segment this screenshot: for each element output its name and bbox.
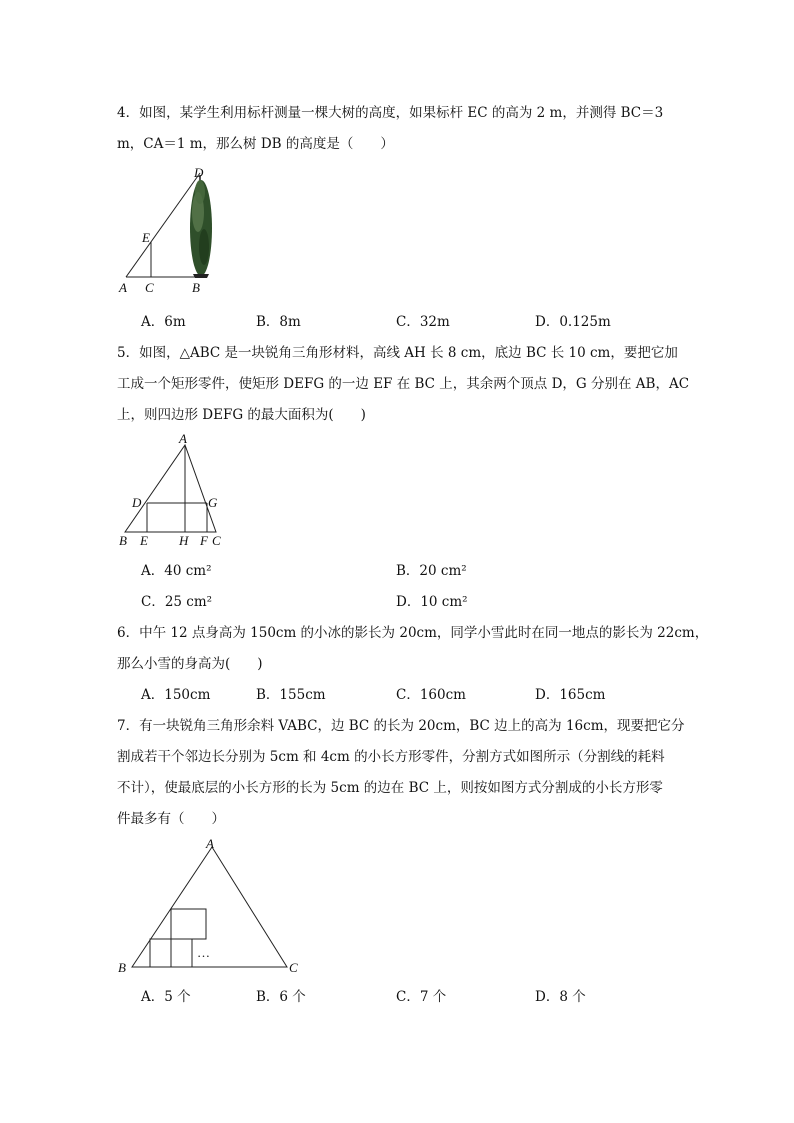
q7-triangle-figure bbox=[112, 835, 312, 980]
q6-text-line-1: 6．中午 12 点身高为 150cm 的小冰的影长为 20cm，同学小雪此时在同一地点的影长为 22cm， bbox=[117, 625, 709, 641]
q6-option-c[interactable]: C．160cm bbox=[396, 687, 466, 703]
q7-upper-rect bbox=[171, 909, 206, 939]
tree-icon bbox=[190, 175, 212, 278]
q4-text-line-2: m，CA＝1 m，那么树 DB 的高度是（ ） bbox=[117, 136, 394, 152]
q4-label-a: A bbox=[119, 280, 127, 295]
q7-bottom-rect-2 bbox=[171, 939, 192, 967]
q7-text-line-2: 割成若干个邻边长分别为 5cm 和 4cm 的小长方形零件，分割方式如图所示（分割线的耗料 bbox=[117, 749, 665, 765]
q7-text-line-4: 件最多有（ ） bbox=[117, 811, 225, 827]
q4-option-c[interactable]: C．32m bbox=[396, 314, 450, 330]
q4-text-line-1: 4．如图，某学生利用标杆测量一棵大树的高度，如果标杆 EC 的高为 2 m，并测得 BC＝3 bbox=[117, 105, 664, 121]
q5-label-b: B bbox=[119, 533, 127, 548]
q5-label-e: E bbox=[140, 533, 148, 548]
q5-label-a: A bbox=[179, 431, 187, 446]
q5-text-line-1: 5．如图，△ABC 是一块锐角三角形材料，高线 AH 长 8 cm，底边 BC 长 10 cm，要把它加 bbox=[117, 345, 678, 361]
q6-text-line-2: 那么小雪的身高为( ) bbox=[117, 656, 263, 672]
q4-sight-line bbox=[126, 173, 200, 277]
q5-option-a[interactable]: A．40 cm² bbox=[141, 563, 212, 579]
q7-option-a[interactable]: A．5 个 bbox=[141, 989, 191, 1005]
q6-option-d[interactable]: D．165cm bbox=[535, 687, 606, 703]
q5-text-line-3: 上，则四边形 DEFG 的最大面积为( ) bbox=[117, 407, 366, 423]
q7-bottom-rect-1 bbox=[150, 939, 171, 967]
q7-option-b[interactable]: B．6 个 bbox=[256, 989, 306, 1005]
q4-tree-figure bbox=[112, 162, 222, 297]
q6-option-a[interactable]: A．150cm bbox=[141, 687, 211, 703]
q5-triangle-abc bbox=[125, 445, 216, 532]
q7-option-d[interactable]: D．8 个 bbox=[535, 989, 586, 1005]
q5-text-line-2: 工成一个矩形零件，使矩形 DEFG 的一边 EF 在 BC 上，其余两个顶点 D，G 分别在 AB，AC bbox=[117, 376, 690, 392]
q4-label-b: B bbox=[192, 280, 200, 295]
q6-option-b[interactable]: B．155cm bbox=[256, 687, 326, 703]
q7-label-a: A bbox=[206, 836, 214, 851]
q5-triangle-figure bbox=[112, 430, 232, 550]
q5-label-c: C bbox=[212, 533, 221, 548]
q7-text-line-1: 7．有一块锐角三角形余料 VABC，边 BC 的长为 20cm，BC 边上的高为 16cm，现要把它分 bbox=[117, 718, 685, 734]
q4-label-e: E bbox=[142, 230, 150, 245]
q7-ellipsis: … bbox=[197, 945, 210, 960]
q7-option-c[interactable]: C．7 个 bbox=[396, 989, 447, 1005]
q7-label-b: B bbox=[118, 960, 126, 975]
q7-label-c: C bbox=[289, 960, 298, 975]
q4-label-d: D bbox=[194, 165, 204, 180]
q5-label-h: H bbox=[179, 533, 189, 548]
q5-option-b[interactable]: B．20 cm² bbox=[396, 563, 467, 579]
q4-option-d[interactable]: D．0.125m bbox=[535, 314, 611, 330]
q5-label-g: G bbox=[208, 495, 218, 510]
q5-label-f: F bbox=[200, 533, 208, 548]
q4-label-c: C bbox=[145, 280, 154, 295]
q5-label-d: D bbox=[132, 495, 142, 510]
q4-option-b[interactable]: B．8m bbox=[256, 314, 301, 330]
q5-option-c[interactable]: C．25 cm² bbox=[141, 594, 213, 610]
q4-option-a[interactable]: A．6m bbox=[141, 314, 186, 330]
q7-text-line-3: 不计），使最底层的小长方形的长为 5cm 的边在 BC 上，则按如图方式分割成的小长方形零 bbox=[117, 780, 663, 796]
q5-option-d[interactable]: D．10 cm² bbox=[396, 594, 468, 610]
